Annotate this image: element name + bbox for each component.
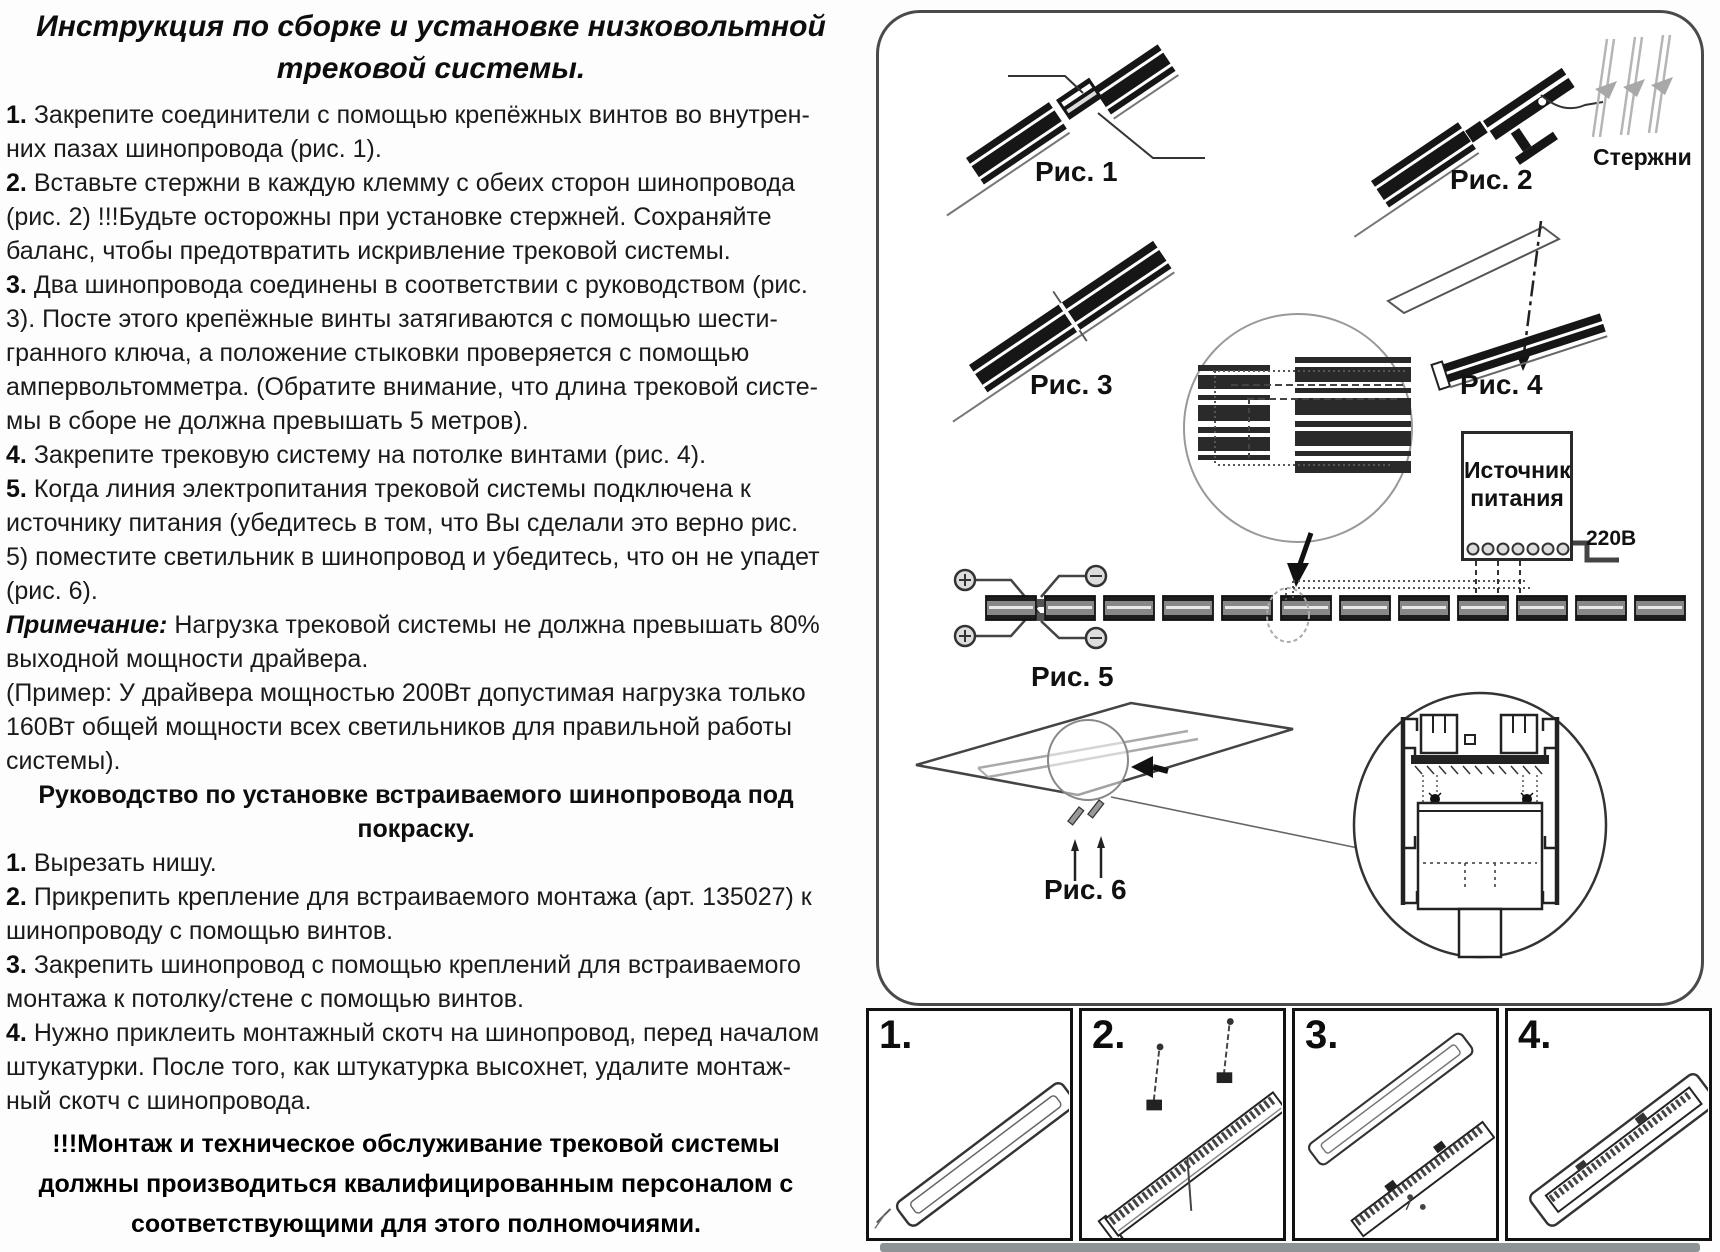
joint-magnifier-drawing: [1184, 314, 1412, 587]
text-line: [6, 812, 826, 846]
page-title: [6, 6, 856, 90]
text-line: [6, 778, 826, 812]
warning-paragraph: [6, 1124, 826, 1244]
text-line-content: Руководство по установке встраиваемого шинопровода под: [38, 781, 794, 809]
text-line: [6, 608, 866, 642]
text-line: [6, 1124, 826, 1164]
track-segment: [986, 596, 1036, 620]
track-segment: [1163, 596, 1213, 620]
figure-drawings: [879, 13, 1707, 1003]
text-line: [6, 506, 866, 540]
step-prefix: 2.: [6, 169, 27, 197]
track-chain-segments: [986, 596, 1685, 620]
step-prefix: 4.: [6, 441, 27, 469]
power-source-line-1: Источник: [1464, 457, 1571, 483]
fig3-label: Рис. 3: [1030, 369, 1113, 400]
instruction-step: [6, 948, 866, 1016]
assembly-steps-strip: [866, 1008, 1712, 1241]
text-line-content: покраску.: [357, 815, 475, 843]
text-line-content: 5) поместите светильник в шинопровод и убедитесь, что он не упадет: [6, 543, 820, 571]
voltage-label: 220В: [1586, 527, 1637, 550]
text-line-content: Вырезать нишу.: [33, 849, 217, 877]
fig4-ceiling-mount-drawing: [1388, 221, 1607, 391]
fig6-recessed-mount-drawing: [916, 703, 1358, 881]
fig5-label: Рис. 5: [1031, 661, 1114, 692]
text-line: [6, 1016, 866, 1050]
text-line-content: Нагрузка трековой системы не должна превышать 80%: [174, 611, 820, 639]
instruction-step: [6, 1016, 866, 1118]
track-segment: [1635, 596, 1685, 620]
step-prefix: 2.: [6, 883, 27, 911]
text-line-content: Два шинопровода соединены в соответствии с руководством (рис.: [33, 271, 808, 299]
text-line: [6, 574, 866, 608]
text-line-content: гранного ключа, а положение стыковки проверяется с помощью: [6, 339, 750, 367]
text-line-content: Нужно приклеить монтажный скотч на шинопровод, перед началом: [33, 1019, 820, 1047]
step-prefix: 3.: [6, 951, 27, 979]
text-line-content: шинопроводу с помощью винтов.: [6, 917, 394, 945]
text-line-content: (рис. 2) !!!Будьте осторожны при установке стержней. Сохраняйте: [6, 203, 772, 231]
text-line: [6, 404, 866, 438]
assembly-step-panel-2: [1079, 1008, 1286, 1241]
text-line: [6, 132, 866, 166]
text-line-content: Закрепите трековую систему на потолке винтами (рис. 4).: [33, 441, 707, 469]
step-prefix: Примечание:: [6, 611, 168, 639]
track-segment: [1576, 596, 1626, 620]
step-number-3: 3.: [1305, 1013, 1339, 1057]
track-segment: [1399, 596, 1449, 620]
instruction-step: [6, 472, 866, 608]
fig2-terminal-drawing: [1334, 35, 1673, 237]
text-line: [6, 302, 866, 336]
power-source-line-2: питания: [1470, 485, 1564, 511]
text-line: [6, 710, 866, 744]
text-line: [6, 268, 866, 302]
fig4-label: Рис. 4: [1460, 369, 1543, 400]
text-line-content: мы в сборе не должна превышать 5 метров).: [6, 407, 529, 435]
text-line: [6, 1164, 826, 1204]
text-line: [6, 472, 866, 506]
heading-paragraph: [6, 778, 826, 846]
track-segment: [1517, 596, 1567, 620]
text-line-content: ампервольтомметра. (Обратите внимание, что длина трековой систе-: [6, 373, 819, 401]
instruction-step: [6, 846, 866, 880]
text-line-content: 3). Посте этого крепёжные винты затягиваются с помощью шести-: [6, 305, 778, 333]
instructions-body: [6, 98, 866, 1244]
track-segment: [1340, 596, 1390, 620]
step-prefix: 5.: [6, 475, 27, 503]
text-line-content: должны производиться квалифицированным персоналом с: [38, 1170, 794, 1198]
text-line: [6, 234, 866, 268]
note-paragraph: [6, 608, 866, 676]
text-line: [6, 642, 866, 676]
title-line-1: Инструкция по сборке и установке низковольтной: [36, 10, 826, 43]
text-line-content: них пазах шинопровода (рис. 1).: [6, 135, 382, 163]
text-line: [6, 438, 866, 472]
text-line-content: штукатурки. После того, как штукатурка высохнет, удалите монтаж-: [6, 1053, 791, 1081]
text-line: [6, 914, 866, 948]
rods-label: Стержни: [1593, 144, 1692, 170]
text-line: [6, 370, 866, 404]
text-line-content: Вставьте стержни в каждую клемму с обеих сторон шинопровода: [33, 169, 796, 197]
text-line: [6, 880, 866, 914]
fig6-label: Рис. 6: [1044, 874, 1127, 905]
text-line-content: Прикрепить крепление для встраиваемого монтажа (арт. 135027) к: [33, 883, 812, 911]
rods-drawing: [1593, 35, 1673, 137]
instruction-step: [6, 166, 866, 268]
text-line-content: баланс, чтобы предотвратить искривление трековой системы.: [6, 237, 731, 265]
text-line: [6, 744, 866, 778]
fig1-label: Рис. 1: [1035, 156, 1118, 187]
text-line: [6, 1204, 826, 1244]
bottom-shadow-bar: [880, 1243, 1700, 1252]
track-segment: [1104, 596, 1154, 620]
power-source-box: [1461, 431, 1573, 561]
text-line-content: соответствующими для этого полномочиями.: [130, 1210, 702, 1238]
track-segment: [1045, 596, 1095, 620]
text-line: [6, 948, 866, 982]
text-line-content: ный скотч с шинопровода.: [6, 1087, 312, 1115]
diagram-panel: [876, 10, 1704, 1006]
step-prefix: 1.: [6, 101, 27, 129]
track-segment: [1222, 596, 1272, 620]
assembly-step-panel-3: [1292, 1008, 1499, 1241]
track-segment: [1458, 596, 1508, 620]
fig2-label: Рис. 2: [1450, 164, 1533, 195]
instructions-column: [0, 4, 866, 1244]
text-line-content: Закрепить шинопровод с помощью креплений для встраиваемого: [33, 951, 801, 979]
plain-paragraph: [6, 676, 866, 778]
step-prefix: 4.: [6, 1019, 27, 1047]
step-number-2: 2.: [1092, 1013, 1126, 1057]
text-line-content: 160Вт общей мощности всех светильников для правильной работы: [6, 713, 792, 741]
fig6-cross-section-drawing: [1354, 693, 1606, 957]
fig1-track-joint-drawing: [926, 44, 1205, 215]
text-line: [6, 846, 866, 880]
text-line: [6, 98, 866, 132]
text-line: [6, 166, 866, 200]
text-line: [6, 200, 866, 234]
step-prefix: 3.: [6, 271, 27, 299]
instruction-step: [6, 98, 866, 166]
instruction-step: [6, 438, 866, 472]
text-line: [6, 1050, 866, 1084]
instruction-step: [6, 268, 866, 438]
text-line-content: монтажа к потолку/стене с помощью винтов.: [6, 985, 524, 1013]
step-prefix: 1.: [6, 849, 27, 877]
text-line: [6, 336, 866, 370]
step-number-4: 4.: [1518, 1013, 1552, 1057]
title-line-2: трековой системы.: [276, 52, 586, 85]
assembly-step-panel-1: [866, 1008, 1073, 1241]
text-line-content: выходной мощности драйвера.: [6, 645, 369, 673]
assembly-step-panel-4: [1505, 1008, 1712, 1241]
text-line-content: (Пример: У драйвера мощностью 200Вт допустимая нагрузка только: [6, 679, 806, 707]
instruction-step: [6, 880, 866, 948]
text-line: [6, 676, 866, 710]
text-line-content: источнику питания (убедитесь в том, что Вы сделали это верно рис.: [6, 509, 799, 537]
step-number-1: 1.: [879, 1013, 913, 1057]
text-line-content: Закрепите соединители с помощью крепёжных винтов во внутрен-: [33, 101, 810, 129]
text-line: [6, 982, 866, 1016]
text-line: [6, 540, 866, 574]
text-line-content: Когда линия электропитания трековой системы подключена к: [33, 475, 751, 503]
text-line-content: системы).: [6, 747, 121, 775]
text-line-content: !!!Монтаж и техническое обслуживание трековой системы: [52, 1130, 780, 1158]
text-line-content: (рис. 6).: [6, 577, 98, 605]
text-line: [6, 1084, 866, 1118]
